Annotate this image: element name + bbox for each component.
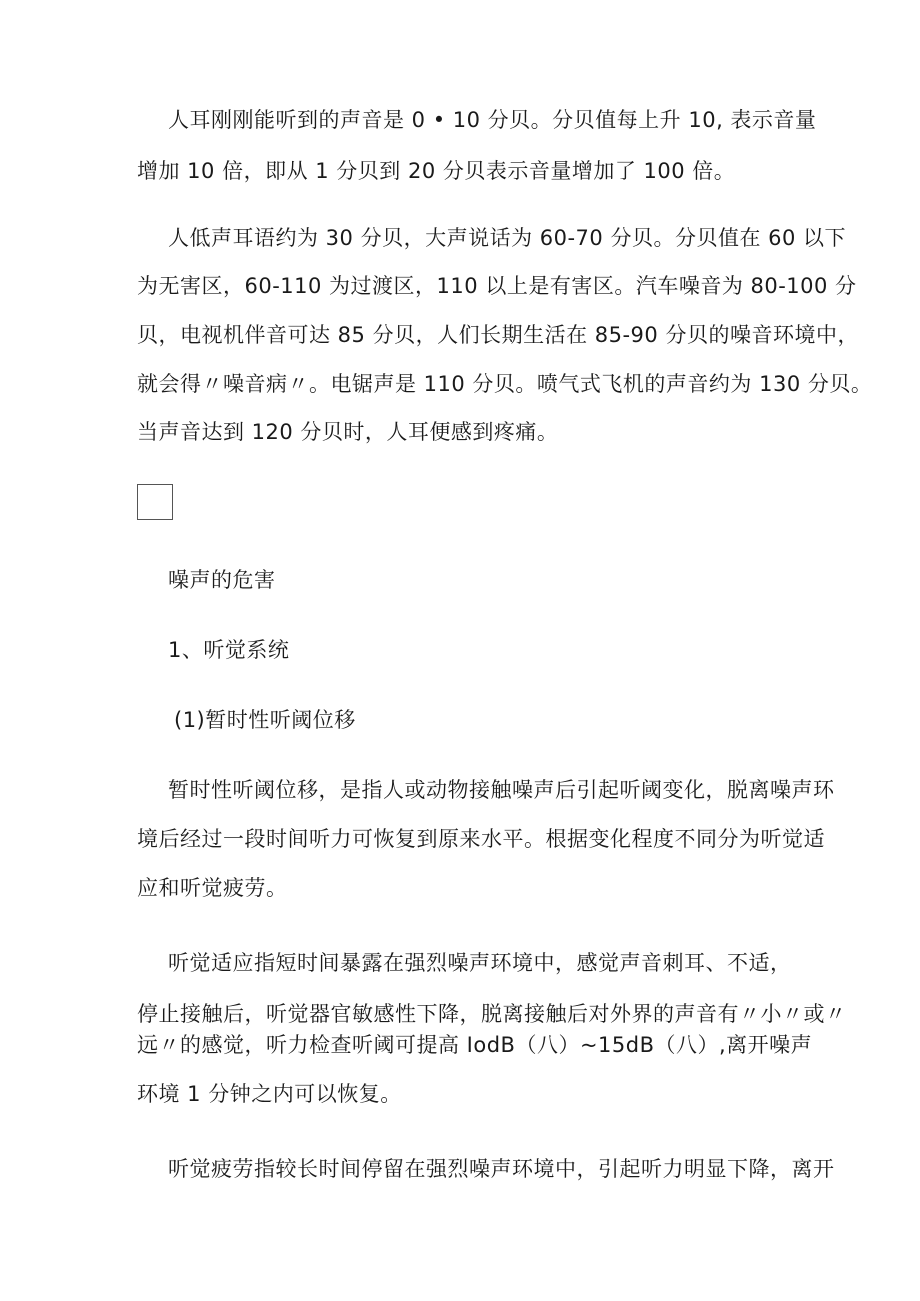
p2-line-4: 就会得〃噪音病〃。电锯声是 110 分贝。喷气式飞机的声音约为 130 分贝。	[137, 372, 873, 396]
p4-line-1: 听觉适应指短时间暴露在强烈噪声环境中，感觉声音刺耳、不适，	[168, 951, 792, 975]
p3-line-1: 暂时性听阈位移，是指人或动物接触噪声后引起听阈变化，脱离噪声环	[168, 778, 835, 802]
subheading-1a: (1)暂时性听阈位移	[174, 708, 356, 732]
p2-line-2: 为无害区，60-110 为过渡区，110 以上是有害区。汽车噪音为 80-100 分	[137, 274, 857, 298]
p4-line-3: 远〃的感觉，听力检查听阈可提高 IodB（八）~15dB（八）,离开噪声	[137, 1033, 813, 1057]
p2-line-1: 人低声耳语约为 30 分贝，大声说话为 60-70 分贝。分贝值在 60 以下	[168, 226, 847, 250]
p3-line-3: 应和听觉疲劳。	[137, 876, 288, 900]
empty-checkbox[interactable]	[137, 484, 173, 520]
p2-line-3: 贝，电视机伴音可达 85 分贝，人们长期生活在 85-90 分贝的噪音环境中，	[137, 323, 859, 347]
subheading-1: 1、听觉系统	[168, 638, 290, 662]
p2-line-5: 当声音达到 120 分贝时，人耳便感到疼痛。	[137, 420, 559, 444]
p5-line-1: 听觉疲劳指较长时间停留在强烈噪声环境中，引起听力明显下降，离开	[168, 1157, 835, 1181]
p3-line-2: 境后经过一段时间听力可恢复到原来水平。根据变化程度不同分为听觉适	[137, 827, 825, 851]
p4-line-4: 环境 1 分钟之内可以恢复。	[137, 1082, 402, 1106]
section-heading: 噪声的危害	[168, 568, 276, 592]
p1-line-2: 增加 10 倍，即从 1 分贝到 20 分贝表示音量增加了 100 倍。	[137, 159, 736, 183]
p4-line-2: 停止接触后，听觉器官敏感性下降，脱离接触后对外界的声音有〃小〃或〃	[137, 1002, 847, 1026]
p1-line-1: 人耳刚刚能听到的声音是 0 • 10 分贝。分贝值每上升 10, 表示音量	[168, 108, 817, 132]
